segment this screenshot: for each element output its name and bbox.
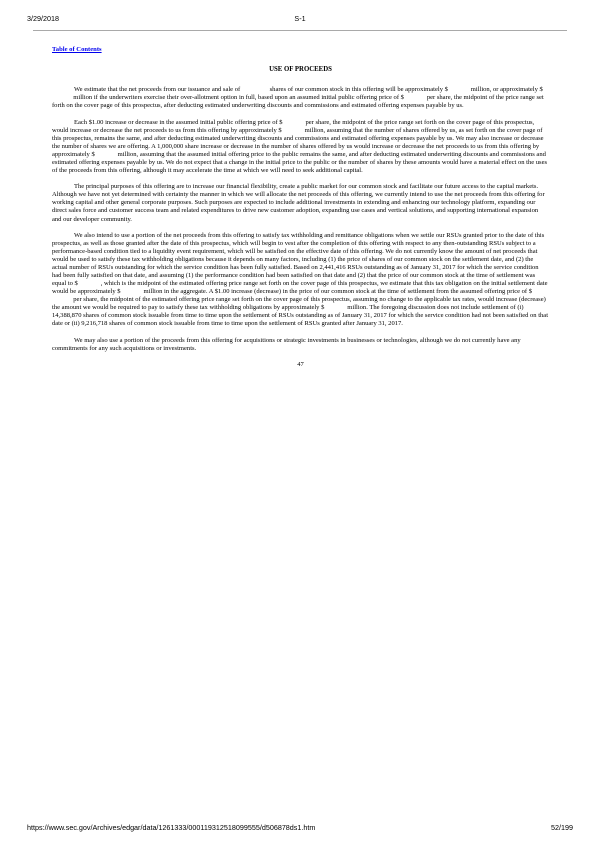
source-url: https://www.sec.gov/Archives/edgar/data/1261333/000119312518099555/d506878ds1.htm [27,823,316,832]
document-page [52,46,549,369]
paragraph-acquisitions: We may also use a portion of the proceeds from this offering for acquisitions or strategic investments in businesses or technologies, although we do not currently have any commitments for any such acquisitions or investments. [52,336,521,352]
paragraph-principal-purposes: The principal purposes of this offering are to increase our financial flexibility, create a public market for our common stock and facilitate our future access to the capital markets. Although we have not yet determined with certainty the manner in which we will allocate the net proceeds of this offering, we currently intend to use the net proceeds from this offering for working capital and other general corporate purposes. Such purposes are expected to include additional investments in extending and enhancing our technology platform, expanding our direct sales force and customer success team and related expenditures to drive new customer adoption, expanding use cases and vertical solutions, and supporting international expansion and our developer community. [52,183,545,223]
paragraph-price-sensitivity: Each $1.00 increase or decrease in the assumed initial public offering price of $ per share, the midpoint of the price range set forth on the cover page of this prospectus, would increase or decrease the net proceeds to us from this offering by approximately $ million, assuming that the number of shares offered by us, as set forth on the cover page of this prospectus, remains the same, and after deducting estimated underwriting discounts and commissions and estimated offering expenses payable by us. We may also increase or decrease the number of shares we are offering. A 1,000,000 share increase or decrease in the number of shares offered by us would increase or decrease the net proceeds to us from this offering by approximately $ million, assuming that the assumed initial offering price to the public remains the same, and after deducting estimated underwriting discounts and commissions and estimated offering expenses payable by us. We do not expect that a change in the initial price to the public or the number of shares by these amounts would have a material effect on the uses of the proceeds from this offering, although it may accelerate the time at which we will need to seek additional capital. [52,118,548,174]
page-counter: 52/199 [551,823,573,832]
paragraph-net-proceeds: We estimate that the net proceeds from our issuance and sale of shares of our common stock in this offering will be approximately $ million, or approximately $ million if the underwriters exercise their over-allotment option in full, based upon an assumed initial public offering price of $ per share, the midpoint of the price range set forth on the cover page of this prospectus, after deducting estimated underwriting discounts and commissions and estimated offering expenses payable by us. [52,86,544,110]
print-doc-title: S-1 [294,14,306,23]
section-heading: USE OF PROCEEDS [269,66,332,74]
paragraph-tax-withholding: We also intend to use a portion of the net proceeds from this offering to satisfy tax withholding and remittance obligations when we settle our RSUs granted prior to the date of this prospectus, as well as those granted after the date of this prospectus, which will begin to vest after the completion of this offering with respect to any then-outstanding RSUs subject to a performance-based condition tied to a liquidity event requirement, which will be satisfied on the effective date of this offering. We do not currently know the amount of net proceeds that would be used to satisfy these tax withholding obligations because it depends on many factors, including (1) the price of shares of our common stock on the settlement date, and (2) the actual number of RSUs outstanding for which the service condition has been fully satisfied. Based on 2,441,416 RSUs outstanding as of January 31, 2017 for which the service condition had been fully satisfied on that date, and assuming (1) the performance condition had been satisfied on that date and (2) that the price of our common stock at the time of settlement was equal to $ , which is the midpoint of the estimated offering price range set forth on the cover page of this prospectus, we estimate that this tax obligation on the initial settlement date would be approximately $ million in the aggregate. A $1.00 increase (decrease) in the price of our common stock at the time of settlement from the assumed offering price of $ per share, the midpoint of the estimated offering price range set forth on the cover page of this prospectus, assuming no change to the applicable tax rates, would increase (decrease) the amount we would be required to pay to satisfy these tax withholding obligations by approximately $ million. The foregoing discussion does not include settlement of (i) 14,388,870 shares of common stock issuable from time to time upon the settlement of RSUs outstanding as of January 31, 2017 for which the service condition had not been satisfied on that date or (ii) 9,216,718 shares of common stock issuable from time to time upon the settlement of RSUs granted after January 31, 2017. [52,231,549,328]
header-divider [33,30,567,31]
print-header [27,14,573,26]
table-of-contents-link[interactable]: Table of Contents [52,46,102,53]
print-date: 3/29/2018 [27,14,59,23]
page-number: 47 [297,361,304,369]
